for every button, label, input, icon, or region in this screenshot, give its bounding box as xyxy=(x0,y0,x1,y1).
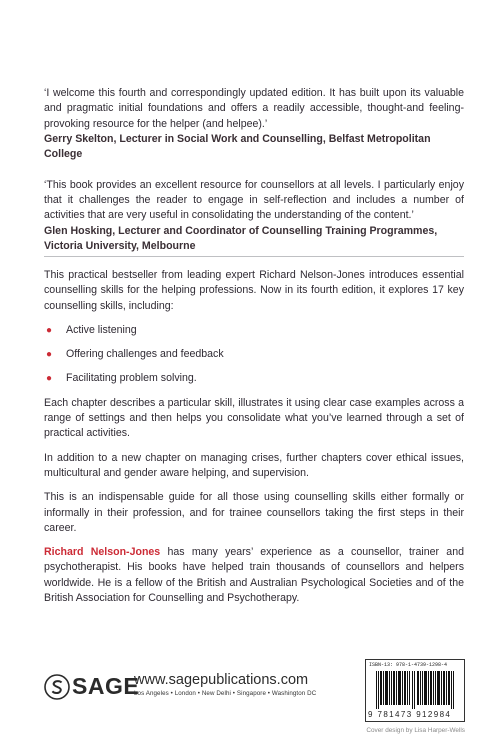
list-item xyxy=(44,371,464,386)
publisher-cities: Los Angeles • London • New Delhi • Singapore • Washington DC xyxy=(134,690,317,697)
list-item xyxy=(44,347,464,362)
author-name: Richard Nelson-Jones xyxy=(44,546,161,559)
quote-2-text: ‘This book provides an excellent resource for counsellors at all levels. I particularly enjoy that it challenges the reader to engage in self-reflection and includes a number of activities that are very useful in consolidating the understanding of the content.’ xyxy=(44,178,464,222)
publisher-url: www.sagepublications.com xyxy=(134,672,309,688)
list-item-text: Active listening xyxy=(66,323,137,336)
skills-list xyxy=(44,323,464,387)
isbn-label: ISBN-13: 978-1-4739-1298-4 xyxy=(369,662,448,668)
publisher-info xyxy=(134,672,316,698)
list-item-text: Facilitating problem solving. xyxy=(66,372,197,385)
barcode-digits: 9 781473 912984 xyxy=(368,710,452,719)
author-bio xyxy=(44,545,464,606)
list-item xyxy=(44,323,464,338)
endorsements xyxy=(44,86,464,270)
quote-2-attribution: Glen Hosking, Lecturer and Coordinator of Counselling Training Programmes, Victoria University, Melbourne xyxy=(44,224,438,252)
quote-1-attribution: Gerry Skelton, Lecturer in Social Work and Counselling, Belfast Metropolitan College xyxy=(44,132,431,160)
section-divider xyxy=(44,256,464,257)
blurb xyxy=(44,268,464,615)
bullet-icon: ● xyxy=(46,349,53,361)
audience-paragraph: This is an indispensable guide for all those using counselling skills either formally or informally in their profession, and for trainee counsellors taking the first steps in their career. xyxy=(44,491,464,534)
bullet-icon: ● xyxy=(46,373,53,385)
isbn-barcode xyxy=(365,659,465,722)
sage-logo xyxy=(44,673,139,700)
chapter-description: Each chapter describes a particular skill, illustrates it using clear case examples across a range of settings and then helps you consolidate what you’ve learned through a set of practical activities. xyxy=(44,396,464,440)
author-bio-text: has many years’ experience as a counsellor, trainer and psychotherapist. His books have helped train thousands of counsellors and helpers worldwide. He is a fellow of the British and Australian Psychological Societies and of the British Association for Counselling and Psychotherapy. xyxy=(44,546,464,605)
additional-chapters: In addition to a new chapter on managing crises, further chapters cover ethical issues, multicultural and gender aware helping, and supervision. xyxy=(44,451,464,479)
list-item-text: Offering challenges and feedback xyxy=(66,348,224,361)
intro-paragraph: This practical bestseller from leading expert Richard Nelson-Jones introduces essential counselling skills for the helping professions. Now in its fourth edition, it explores 17 key counselling skills, including: xyxy=(44,269,464,312)
sage-logo-text: SAGE xyxy=(72,673,140,699)
sage-circle-icon xyxy=(44,674,70,700)
cover-design-credit: Cover design by Lisa Harper-Wells xyxy=(366,727,465,734)
quote-1-text: ‘I welcome this fourth and correspondingly updated edition. It has built upon its valuable and pragmatic initial foundations and offers a readily accessible, thought-and feeling-provoking resource for the helper (and helpee).’ xyxy=(44,87,464,130)
barcode-bars xyxy=(376,671,456,709)
bullet-icon: ● xyxy=(46,324,53,336)
